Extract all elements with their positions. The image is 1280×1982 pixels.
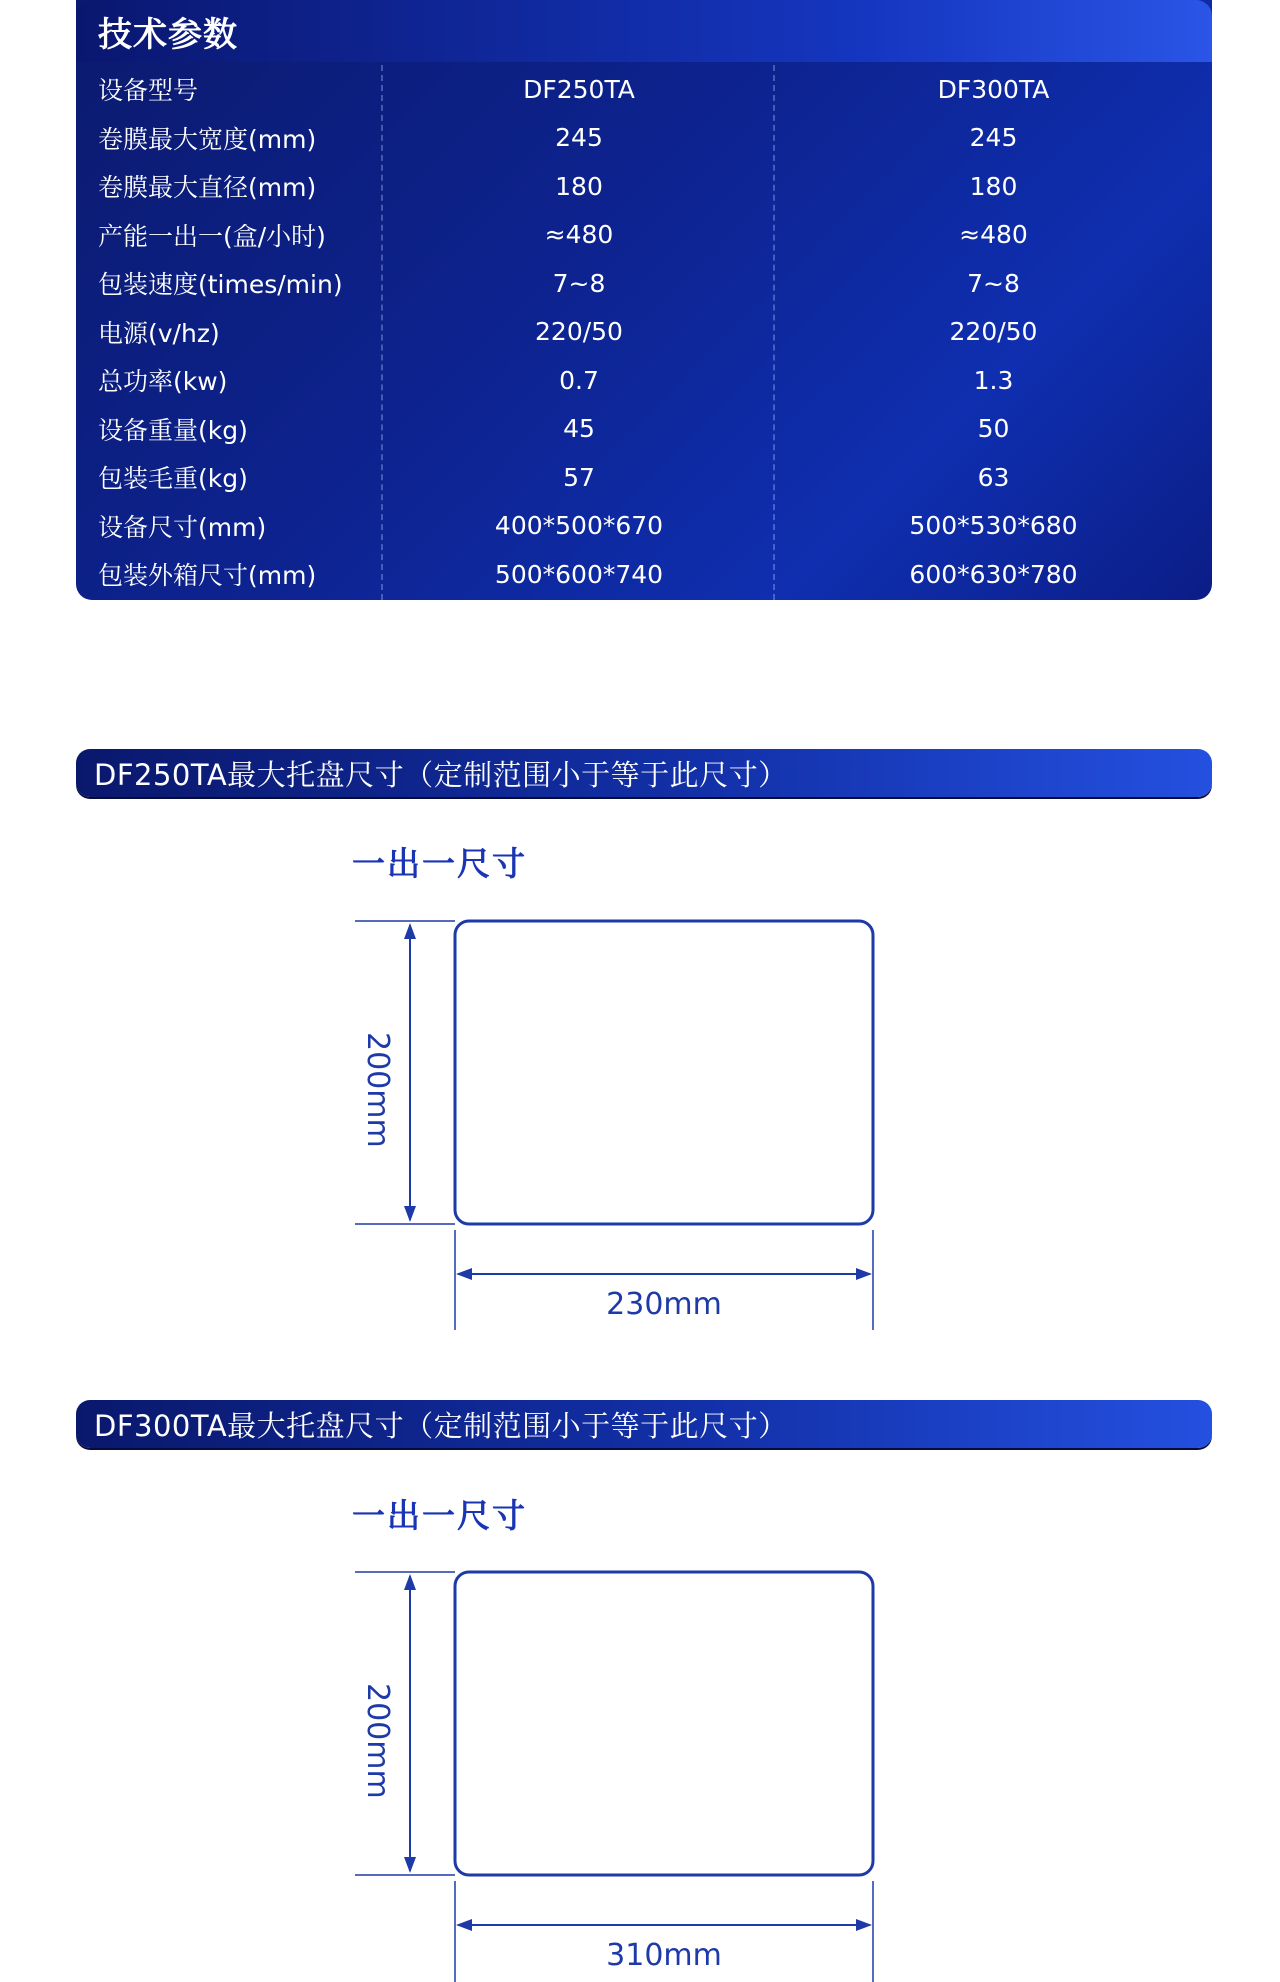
table-row — [76, 308, 1212, 357]
spec-card — [76, 0, 1212, 600]
param-label: 卷膜最大直径(mm) — [98, 173, 317, 203]
tray-dimension-diagram-df250ta — [340, 915, 900, 1335]
df300ta-value: 600*630*780 — [909, 559, 1078, 589]
df250ta-value: DF250TA — [523, 74, 635, 104]
arrow-left-icon — [456, 1919, 472, 1931]
param-label: 产能一出一(盒/小时) — [98, 221, 326, 251]
df250ta-value: 500*600*740 — [494, 559, 664, 589]
df300ta-value: 500*530*680 — [909, 511, 1078, 541]
df300ta-value: 245 — [969, 123, 1018, 153]
table-row — [76, 550, 1212, 599]
arrow-right-icon — [856, 1268, 872, 1280]
param-label: 包装毛重(kg) — [98, 464, 248, 494]
df250ta-value: 45 — [563, 414, 595, 444]
table-row — [76, 114, 1212, 163]
arrow-up-icon — [404, 1574, 416, 1590]
df250ta-value: 7~8 — [552, 268, 606, 298]
table-row — [76, 405, 1212, 454]
width-label: 310mm — [606, 1938, 722, 1973]
tray-dimension-diagram-df300ta — [340, 1566, 900, 1982]
section-banner-df250ta — [76, 749, 1212, 797]
param-label: 设备型号 — [98, 76, 199, 106]
param-label: 包装速度(times/min) — [98, 270, 343, 300]
df300ta-value: 220/50 — [949, 317, 1038, 347]
df250ta-value: 57 — [563, 462, 595, 492]
width-label: 230mm — [606, 1287, 722, 1322]
tray-outline — [455, 1572, 873, 1875]
table-row — [76, 65, 1212, 114]
df250ta-value: 0.7 — [559, 365, 599, 395]
spec-table — [76, 65, 1212, 599]
df250ta-value: 400*500*670 — [494, 511, 664, 541]
arrow-down-icon — [404, 1857, 416, 1873]
df300ta-value: DF300TA — [937, 74, 1050, 104]
df300ta-value: 50 — [977, 414, 1010, 444]
df300ta-value: 7~8 — [967, 268, 1020, 298]
table-row — [76, 502, 1212, 551]
arrow-up-icon — [404, 923, 416, 939]
arrow-left-icon — [456, 1268, 472, 1280]
section-subhead: 一出一尺寸 — [352, 844, 527, 883]
table-row — [76, 356, 1212, 405]
section-subhead: 一出一尺寸 — [352, 1496, 527, 1535]
arrow-down-icon — [404, 1206, 416, 1222]
df250ta-value: 180 — [555, 171, 603, 201]
table-row — [76, 211, 1212, 260]
height-label: 200mm — [360, 1683, 395, 1799]
df250ta-value: 245 — [555, 123, 603, 153]
df300ta-value: 63 — [977, 462, 1010, 492]
height-label: 200mm — [360, 1032, 395, 1148]
df300ta-value: ≈480 — [959, 220, 1028, 250]
param-label: 设备重量(kg) — [98, 415, 248, 445]
param-label: 电源(v/hz) — [98, 318, 220, 348]
tray-outline — [455, 921, 873, 1224]
df250ta-value: 220/50 — [535, 317, 623, 347]
banner-label: DF250TA最大托盘尺寸（定制范围小于等于此尺寸） — [94, 757, 788, 792]
table-row — [76, 259, 1212, 308]
param-label: 包装外箱尺寸(mm) — [98, 561, 317, 591]
df300ta-value: 180 — [969, 171, 1018, 201]
param-label: 设备尺寸(mm) — [98, 512, 267, 542]
arrow-right-icon — [856, 1919, 872, 1931]
spec-title-bar — [76, 0, 1212, 62]
df250ta-value: ≈480 — [544, 220, 614, 250]
param-label: 总功率(kw) — [98, 367, 228, 397]
spec-title: 技术参数 — [98, 14, 238, 55]
df300ta-value: 1.3 — [973, 365, 1014, 395]
table-row — [76, 453, 1212, 502]
banner-label: DF300TA最大托盘尺寸（定制范围小于等于此尺寸） — [94, 1408, 788, 1443]
table-row — [76, 162, 1212, 211]
param-label: 卷膜最大宽度(mm) — [98, 124, 317, 154]
section-banner-df300ta — [76, 1400, 1212, 1448]
